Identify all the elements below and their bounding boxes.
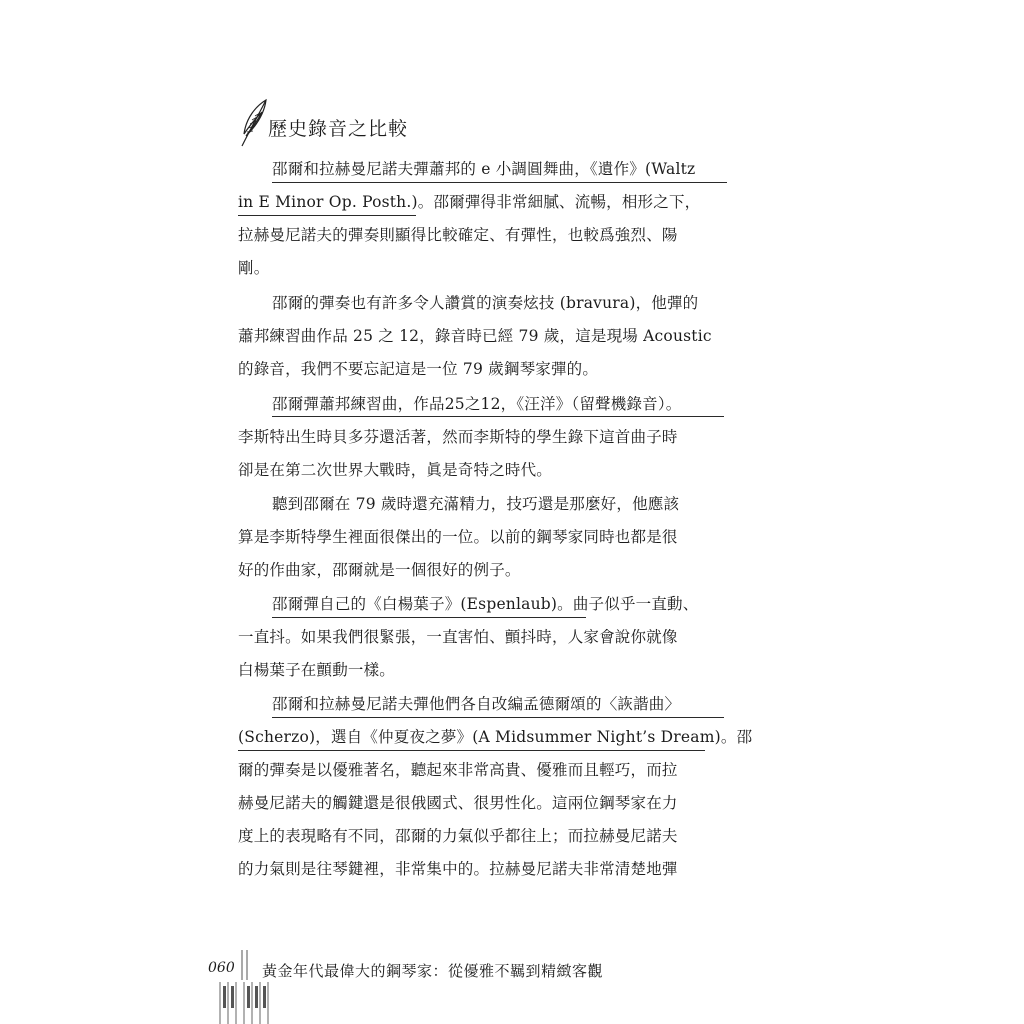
section-title: 歷史錄音之比較: [268, 118, 409, 140]
running-title: 黃金年代最偉大的鋼琴家：從優雅不羈到精緻客觀: [262, 962, 604, 980]
body-line: 卻是在第二次世界大戰時，眞是奇特之時代。: [238, 461, 553, 479]
body-line: 邵爾彈蕭邦練習曲，作品25之12，《汪洋》（留聲機錄音）。: [272, 395, 682, 413]
underline: [272, 617, 586, 618]
feather-icon: [238, 98, 270, 150]
piano-keys-icon: [216, 982, 278, 1024]
underline: [272, 416, 724, 417]
underline: [272, 182, 727, 183]
page-number: 060: [208, 960, 235, 976]
section-heading: [238, 98, 438, 154]
body-line: 邵爾彈自己的《白楊葉子》(Espenlaub)。曲子似乎一直動、: [272, 595, 699, 613]
body-line: 爾的彈奏是以優雅著名，聽起來非常高貴、優雅而且輕巧，而拉: [238, 761, 678, 779]
body-line: 好的作曲家，邵爾就是一個很好的例子。: [238, 561, 521, 579]
body-line: 蕭邦練習曲作品 25 之 12，錄音時已經 79 歲，這是現場 Acoustic: [238, 327, 712, 345]
body-line: 白楊葉子在顫動一樣。: [238, 661, 396, 679]
body-line: 拉赫曼尼諾夫的彈奏則顯得比較確定、有彈性，也較爲強烈、陽: [238, 226, 678, 244]
body-line: 算是李斯特學生裡面很傑出的一位。以前的鋼琴家同時也都是很: [238, 528, 678, 546]
body-line: 邵爾和拉赫曼尼諾夫彈他們各自改編孟德爾頌的〈詼諧曲〉: [272, 695, 681, 713]
body-line: (Scherzo)，選自《仲夏夜之夢》(A Midsummer Night’s Dream)。邵: [238, 728, 753, 746]
body-line: 度上的表現略有不同，邵爾的力氣似乎都往上；而拉赫曼尼諾夫: [238, 827, 678, 845]
body-line: 邵爾的彈奏也有許多令人讚賞的演奏炫技 (bravura)，他彈的: [272, 294, 699, 312]
body-line: 邵爾和拉赫曼尼諾夫彈蕭邦的 e 小調圓舞曲，《遺作》(Waltz: [272, 160, 696, 178]
body-line: in E Minor Op. Posth.)。邵爾彈得非常細膩、流暢，相形之下，: [238, 193, 701, 211]
divider-bars: [238, 950, 252, 980]
body-line: 的力氣則是往琴鍵裡，非常集中的。拉赫曼尼諾夫非常清楚地彈: [238, 860, 678, 878]
body-line: 赫曼尼諾夫的觸鍵還是很俄國式、很男性化。這兩位鋼琴家在力: [238, 794, 678, 812]
body-line: 的錄音，我們不要忘記這是一位 79 歲鋼琴家彈的。: [238, 360, 599, 378]
underline: [238, 750, 705, 751]
body-line: 剛。: [238, 259, 270, 277]
body-line: 一直抖。如果我們很緊張，一直害怕、顫抖時，人家會說你就像: [238, 628, 678, 646]
body-line: 李斯特出生時貝多芬還活著，然而李斯特的學生錄下這首曲子時: [238, 428, 678, 446]
underline: [272, 717, 724, 718]
underline: [238, 215, 416, 216]
body-line: 聽到邵爾在 79 歲時還充滿精力，技巧還是那麼好，他應該: [272, 495, 680, 513]
